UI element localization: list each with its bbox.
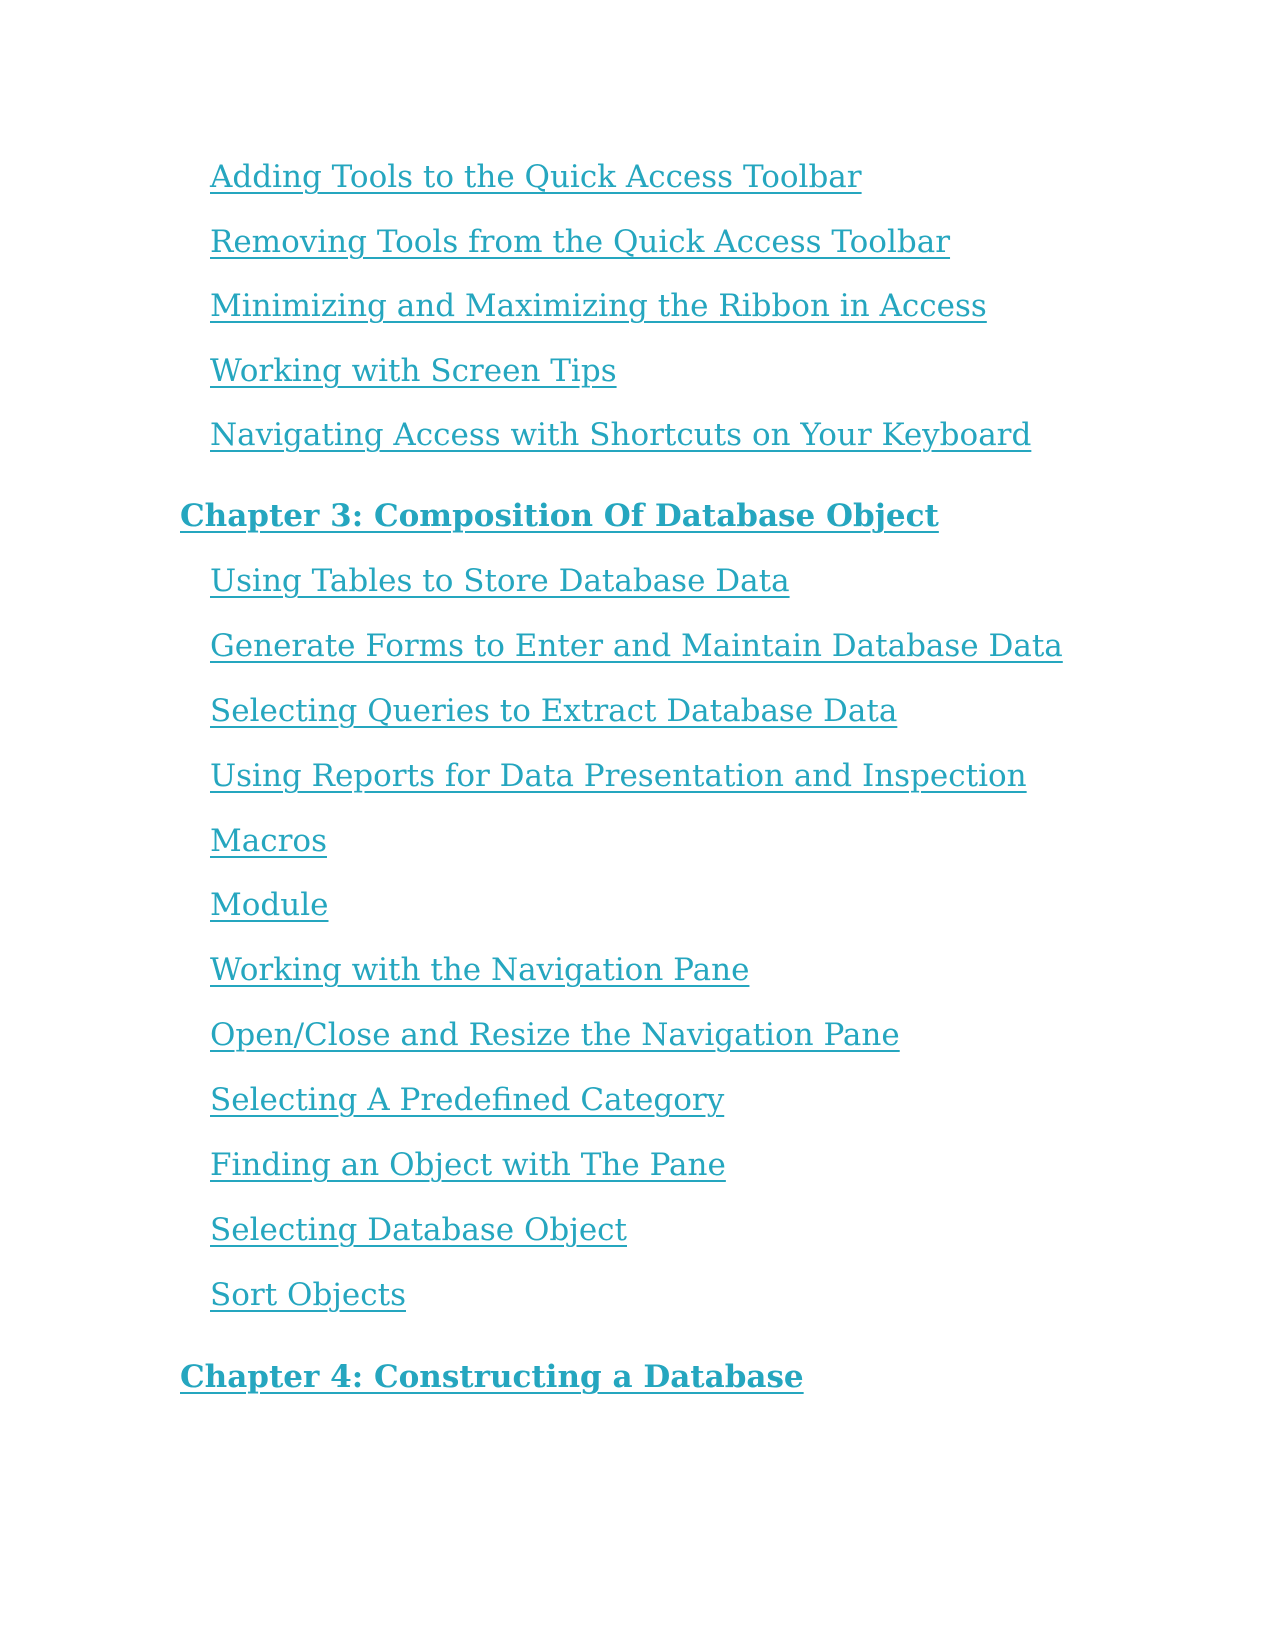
toc-link-selecting-predefined-category[interactable]: Selecting A Predefined Category — [210, 1082, 725, 1118]
toc-link-navigating-with-keyboard-shortcuts[interactable]: Navigating Access with Shortcuts on Your Keyboard — [210, 417, 1032, 453]
toc-link-generate-forms[interactable]: Generate Forms to Enter and Maintain Database Data — [210, 628, 1063, 664]
toc-link-using-tables[interactable]: Using Tables to Store Database Data — [210, 563, 790, 599]
toc-link-using-reports[interactable]: Using Reports for Data Presentation and Inspection — [210, 758, 1027, 794]
toc-link-working-with-navigation-pane[interactable]: Working with the Navigation Pane — [210, 952, 750, 988]
toc-chapter-4-link[interactable]: Chapter 4: Constructing a Database — [180, 1359, 804, 1395]
toc-link-macros[interactable]: Macros — [210, 823, 327, 859]
toc-chapter-3-link[interactable]: Chapter 3: Composition Of Database Object — [180, 498, 939, 534]
toc-link-selecting-database-object[interactable]: Selecting Database Object — [210, 1212, 627, 1248]
toc-link-open-close-resize-navigation-pane[interactable]: Open/Close and Resize the Navigation Pane — [210, 1017, 900, 1053]
toc-link-minimizing-maximizing-ribbon[interactable]: Minimizing and Maximizing the Ribbon in Access — [210, 288, 987, 324]
toc-link-sort-objects[interactable]: Sort Objects — [210, 1277, 406, 1313]
toc-link-removing-tools-quick-access-toolbar[interactable]: Removing Tools from the Quick Access Toolbar — [210, 224, 951, 260]
toc-link-selecting-queries[interactable]: Selecting Queries to Extract Database Data — [210, 693, 898, 729]
toc-link-working-with-screen-tips[interactable]: Working with Screen Tips — [210, 353, 617, 389]
toc-link-adding-tools-quick-access-toolbar[interactable]: Adding Tools to the Quick Access Toolbar — [210, 159, 862, 195]
toc-link-finding-object-with-pane[interactable]: Finding an Object with The Pane — [210, 1147, 726, 1183]
toc-link-module[interactable]: Module — [210, 887, 329, 923]
